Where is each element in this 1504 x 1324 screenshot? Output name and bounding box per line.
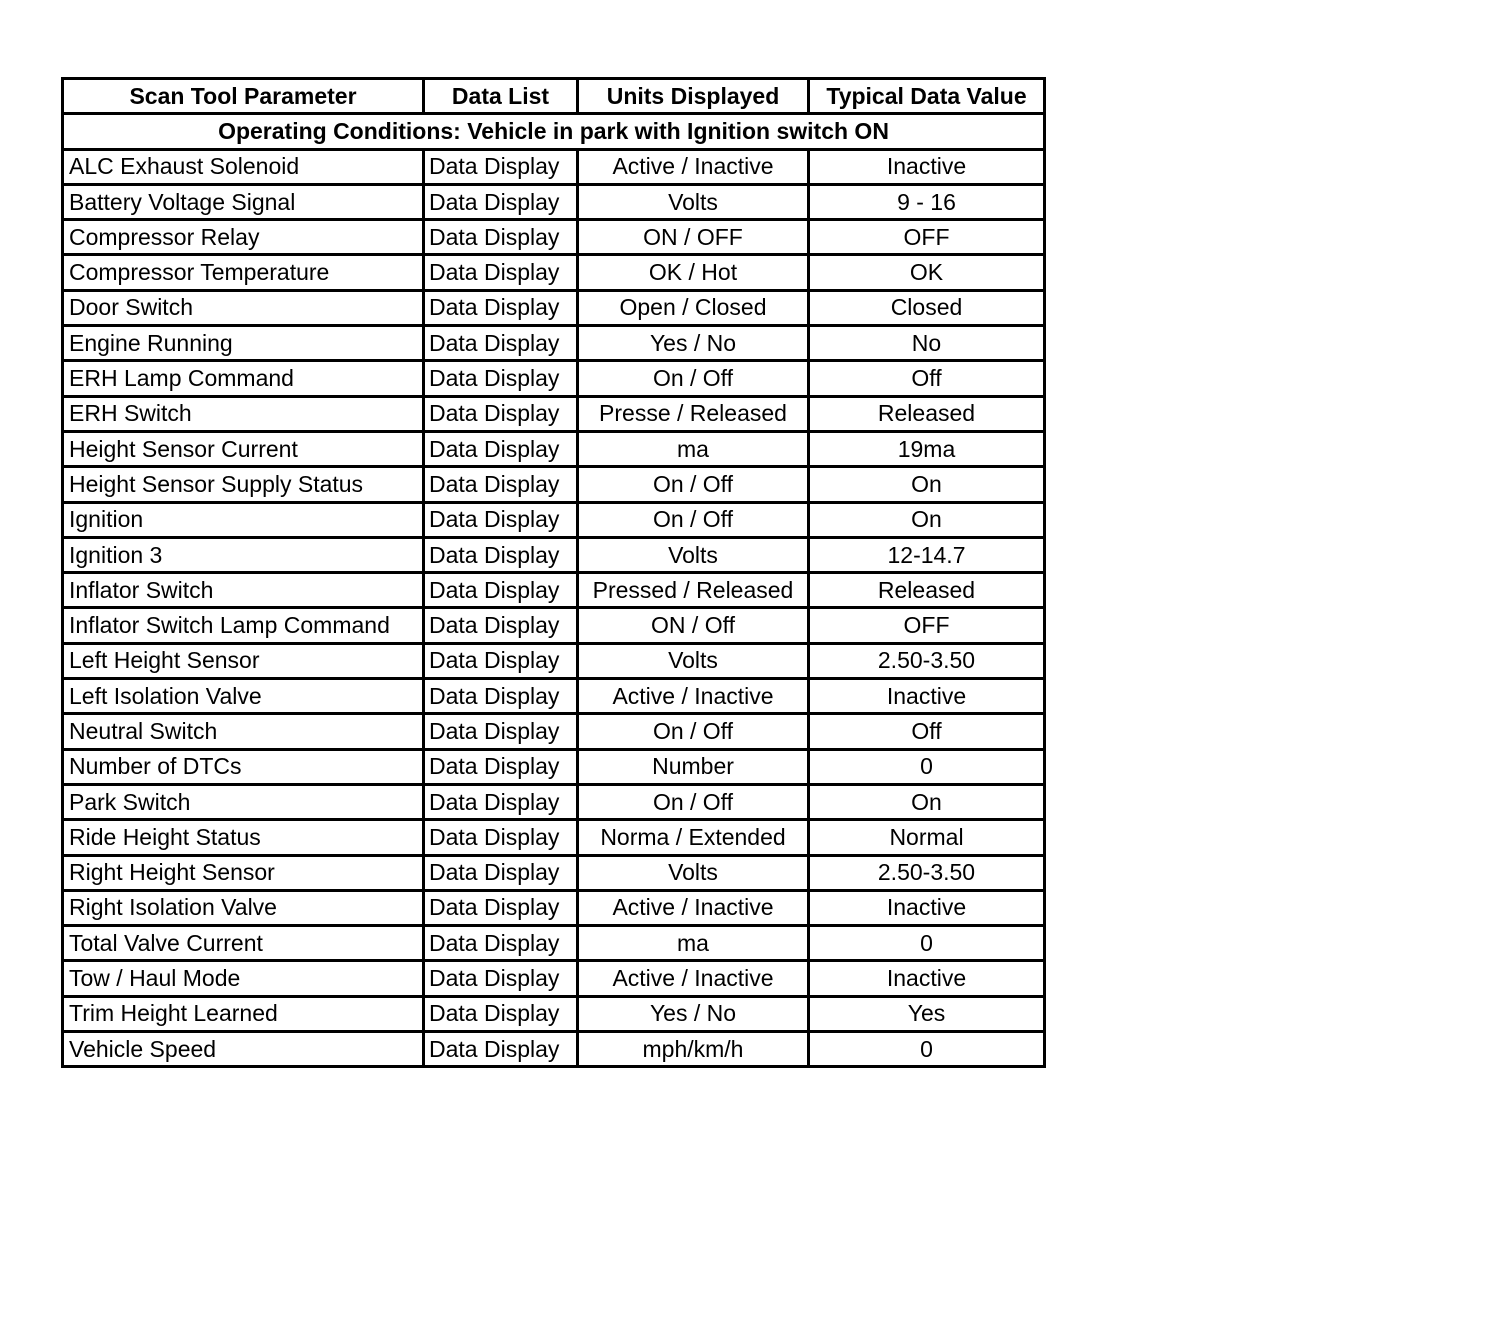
data-list-cell: Data Display bbox=[424, 1032, 578, 1067]
units-cell: OK / Hot bbox=[578, 255, 809, 290]
units-cell: Active / Inactive bbox=[578, 149, 809, 184]
parameter-cell: Left Height Sensor bbox=[63, 643, 424, 678]
table-row bbox=[63, 1032, 1045, 1067]
units-cell: mph/km/h bbox=[578, 1032, 809, 1067]
table-row bbox=[63, 784, 1045, 819]
table-row bbox=[63, 961, 1045, 996]
typical-value-cell: 0 bbox=[809, 926, 1045, 961]
typical-value-cell: Off bbox=[809, 361, 1045, 396]
units-cell: Volts bbox=[578, 855, 809, 890]
units-cell: Open / Closed bbox=[578, 290, 809, 325]
typical-value-cell: Yes bbox=[809, 996, 1045, 1031]
units-cell: On / Off bbox=[578, 502, 809, 537]
table-row bbox=[63, 361, 1045, 396]
table-row bbox=[63, 326, 1045, 361]
header-units-displayed: Units Displayed bbox=[578, 79, 809, 114]
table-row bbox=[63, 502, 1045, 537]
typical-value-cell: Released bbox=[809, 396, 1045, 431]
units-cell: Yes / No bbox=[578, 996, 809, 1031]
table-row bbox=[63, 220, 1045, 255]
table-row bbox=[63, 467, 1045, 502]
header-typical-data-value: Typical Data Value bbox=[809, 79, 1045, 114]
header-row bbox=[63, 79, 1045, 114]
parameter-cell: Left Isolation Valve bbox=[63, 679, 424, 714]
typical-value-cell: On bbox=[809, 784, 1045, 819]
units-cell: ON / OFF bbox=[578, 220, 809, 255]
data-list-cell: Data Display bbox=[424, 608, 578, 643]
parameter-cell: Compressor Temperature bbox=[63, 255, 424, 290]
parameter-cell: Height Sensor Current bbox=[63, 431, 424, 466]
parameter-cell: Door Switch bbox=[63, 290, 424, 325]
parameter-cell: Number of DTCs bbox=[63, 749, 424, 784]
typical-value-cell: 9 - 16 bbox=[809, 184, 1045, 219]
data-list-cell: Data Display bbox=[424, 714, 578, 749]
table-row bbox=[63, 996, 1045, 1031]
table-row bbox=[63, 679, 1045, 714]
parameter-cell: Inflator Switch bbox=[63, 573, 424, 608]
parameter-cell: Height Sensor Supply Status bbox=[63, 467, 424, 502]
typical-value-cell: 0 bbox=[809, 749, 1045, 784]
typical-value-cell: Closed bbox=[809, 290, 1045, 325]
data-list-cell: Data Display bbox=[424, 926, 578, 961]
parameter-cell: Park Switch bbox=[63, 784, 424, 819]
parameter-cell: Vehicle Speed bbox=[63, 1032, 424, 1067]
table-row bbox=[63, 255, 1045, 290]
units-cell: ma bbox=[578, 926, 809, 961]
data-list-cell: Data Display bbox=[424, 184, 578, 219]
typical-value-cell: Normal bbox=[809, 820, 1045, 855]
parameter-cell: Right Isolation Valve bbox=[63, 890, 424, 925]
table-row bbox=[63, 431, 1045, 466]
data-list-cell: Data Display bbox=[424, 820, 578, 855]
parameter-cell: Trim Height Learned bbox=[63, 996, 424, 1031]
units-cell: ma bbox=[578, 431, 809, 466]
table-row bbox=[63, 149, 1045, 184]
data-list-cell: Data Display bbox=[424, 290, 578, 325]
data-list-cell: Data Display bbox=[424, 537, 578, 572]
table-row bbox=[63, 749, 1045, 784]
typical-value-cell: On bbox=[809, 467, 1045, 502]
units-cell: Volts bbox=[578, 537, 809, 572]
data-list-cell: Data Display bbox=[424, 855, 578, 890]
table-row bbox=[63, 890, 1045, 925]
data-list-cell: Data Display bbox=[424, 749, 578, 784]
typical-value-cell: 0 bbox=[809, 1032, 1045, 1067]
parameter-cell: Inflator Switch Lamp Command bbox=[63, 608, 424, 643]
parameter-cell: Engine Running bbox=[63, 326, 424, 361]
table-row bbox=[63, 855, 1045, 890]
units-cell: Volts bbox=[578, 184, 809, 219]
typical-value-cell: No bbox=[809, 326, 1045, 361]
typical-value-cell: OFF bbox=[809, 608, 1045, 643]
parameter-cell: Ignition bbox=[63, 502, 424, 537]
operating-conditions: Operating Conditions: Vehicle in park with Ignition switch ON bbox=[63, 114, 1045, 149]
typical-value-cell: 2.50-3.50 bbox=[809, 855, 1045, 890]
data-list-cell: Data Display bbox=[424, 220, 578, 255]
data-list-cell: Data Display bbox=[424, 431, 578, 466]
typical-value-cell: Inactive bbox=[809, 890, 1045, 925]
data-list-cell: Data Display bbox=[424, 573, 578, 608]
typical-value-cell: OK bbox=[809, 255, 1045, 290]
units-cell: Norma / Extended bbox=[578, 820, 809, 855]
units-cell: ON / Off bbox=[578, 608, 809, 643]
typical-value-cell: Inactive bbox=[809, 149, 1045, 184]
table-row bbox=[63, 608, 1045, 643]
table-row bbox=[63, 573, 1045, 608]
table-row bbox=[63, 926, 1045, 961]
data-list-cell: Data Display bbox=[424, 361, 578, 396]
header-scan-tool-parameter: Scan Tool Parameter bbox=[63, 79, 424, 114]
table-row bbox=[63, 643, 1045, 678]
data-list-cell: Data Display bbox=[424, 643, 578, 678]
typical-value-cell: Inactive bbox=[809, 961, 1045, 996]
units-cell: Active / Inactive bbox=[578, 679, 809, 714]
units-cell: On / Off bbox=[578, 467, 809, 502]
data-list-cell: Data Display bbox=[424, 961, 578, 996]
typical-value-cell: 19ma bbox=[809, 431, 1045, 466]
parameter-cell: Total Valve Current bbox=[63, 926, 424, 961]
data-list-cell: Data Display bbox=[424, 149, 578, 184]
data-list-cell: Data Display bbox=[424, 255, 578, 290]
typical-value-cell: 2.50-3.50 bbox=[809, 643, 1045, 678]
data-list-cell: Data Display bbox=[424, 679, 578, 714]
units-cell: Presse / Released bbox=[578, 396, 809, 431]
header-data-list: Data List bbox=[424, 79, 578, 114]
typical-value-cell: On bbox=[809, 502, 1045, 537]
typical-value-cell: Off bbox=[809, 714, 1045, 749]
data-list-cell: Data Display bbox=[424, 502, 578, 537]
parameter-cell: ERH Lamp Command bbox=[63, 361, 424, 396]
parameter-cell: Neutral Switch bbox=[63, 714, 424, 749]
units-cell: Active / Inactive bbox=[578, 961, 809, 996]
table-row bbox=[63, 290, 1045, 325]
parameter-cell: Right Height Sensor bbox=[63, 855, 424, 890]
parameter-cell: Tow / Haul Mode bbox=[63, 961, 424, 996]
operating-conditions-row bbox=[63, 114, 1045, 149]
parameter-cell: Compressor Relay bbox=[63, 220, 424, 255]
units-cell: Yes / No bbox=[578, 326, 809, 361]
typical-value-cell: 12-14.7 bbox=[809, 537, 1045, 572]
units-cell: On / Off bbox=[578, 714, 809, 749]
table-row bbox=[63, 714, 1045, 749]
data-list-cell: Data Display bbox=[424, 784, 578, 819]
data-list-cell: Data Display bbox=[424, 996, 578, 1031]
typical-value-cell: Inactive bbox=[809, 679, 1045, 714]
data-list-cell: Data Display bbox=[424, 467, 578, 502]
scan-tool-parameter-table bbox=[61, 77, 1046, 1068]
units-cell: Volts bbox=[578, 643, 809, 678]
units-cell: Pressed / Released bbox=[578, 573, 809, 608]
units-cell: On / Off bbox=[578, 361, 809, 396]
units-cell: Active / Inactive bbox=[578, 890, 809, 925]
typical-value-cell: Released bbox=[809, 573, 1045, 608]
table-row bbox=[63, 396, 1045, 431]
table-row bbox=[63, 820, 1045, 855]
parameter-cell: ERH Switch bbox=[63, 396, 424, 431]
parameter-cell: Battery Voltage Signal bbox=[63, 184, 424, 219]
parameter-cell: ALC Exhaust Solenoid bbox=[63, 149, 424, 184]
units-cell: Number bbox=[578, 749, 809, 784]
parameter-cell: Ignition 3 bbox=[63, 537, 424, 572]
typical-value-cell: OFF bbox=[809, 220, 1045, 255]
table-row bbox=[63, 184, 1045, 219]
data-list-cell: Data Display bbox=[424, 890, 578, 925]
data-list-cell: Data Display bbox=[424, 396, 578, 431]
units-cell: On / Off bbox=[578, 784, 809, 819]
data-list-cell: Data Display bbox=[424, 326, 578, 361]
table-row bbox=[63, 537, 1045, 572]
parameter-cell: Ride Height Status bbox=[63, 820, 424, 855]
